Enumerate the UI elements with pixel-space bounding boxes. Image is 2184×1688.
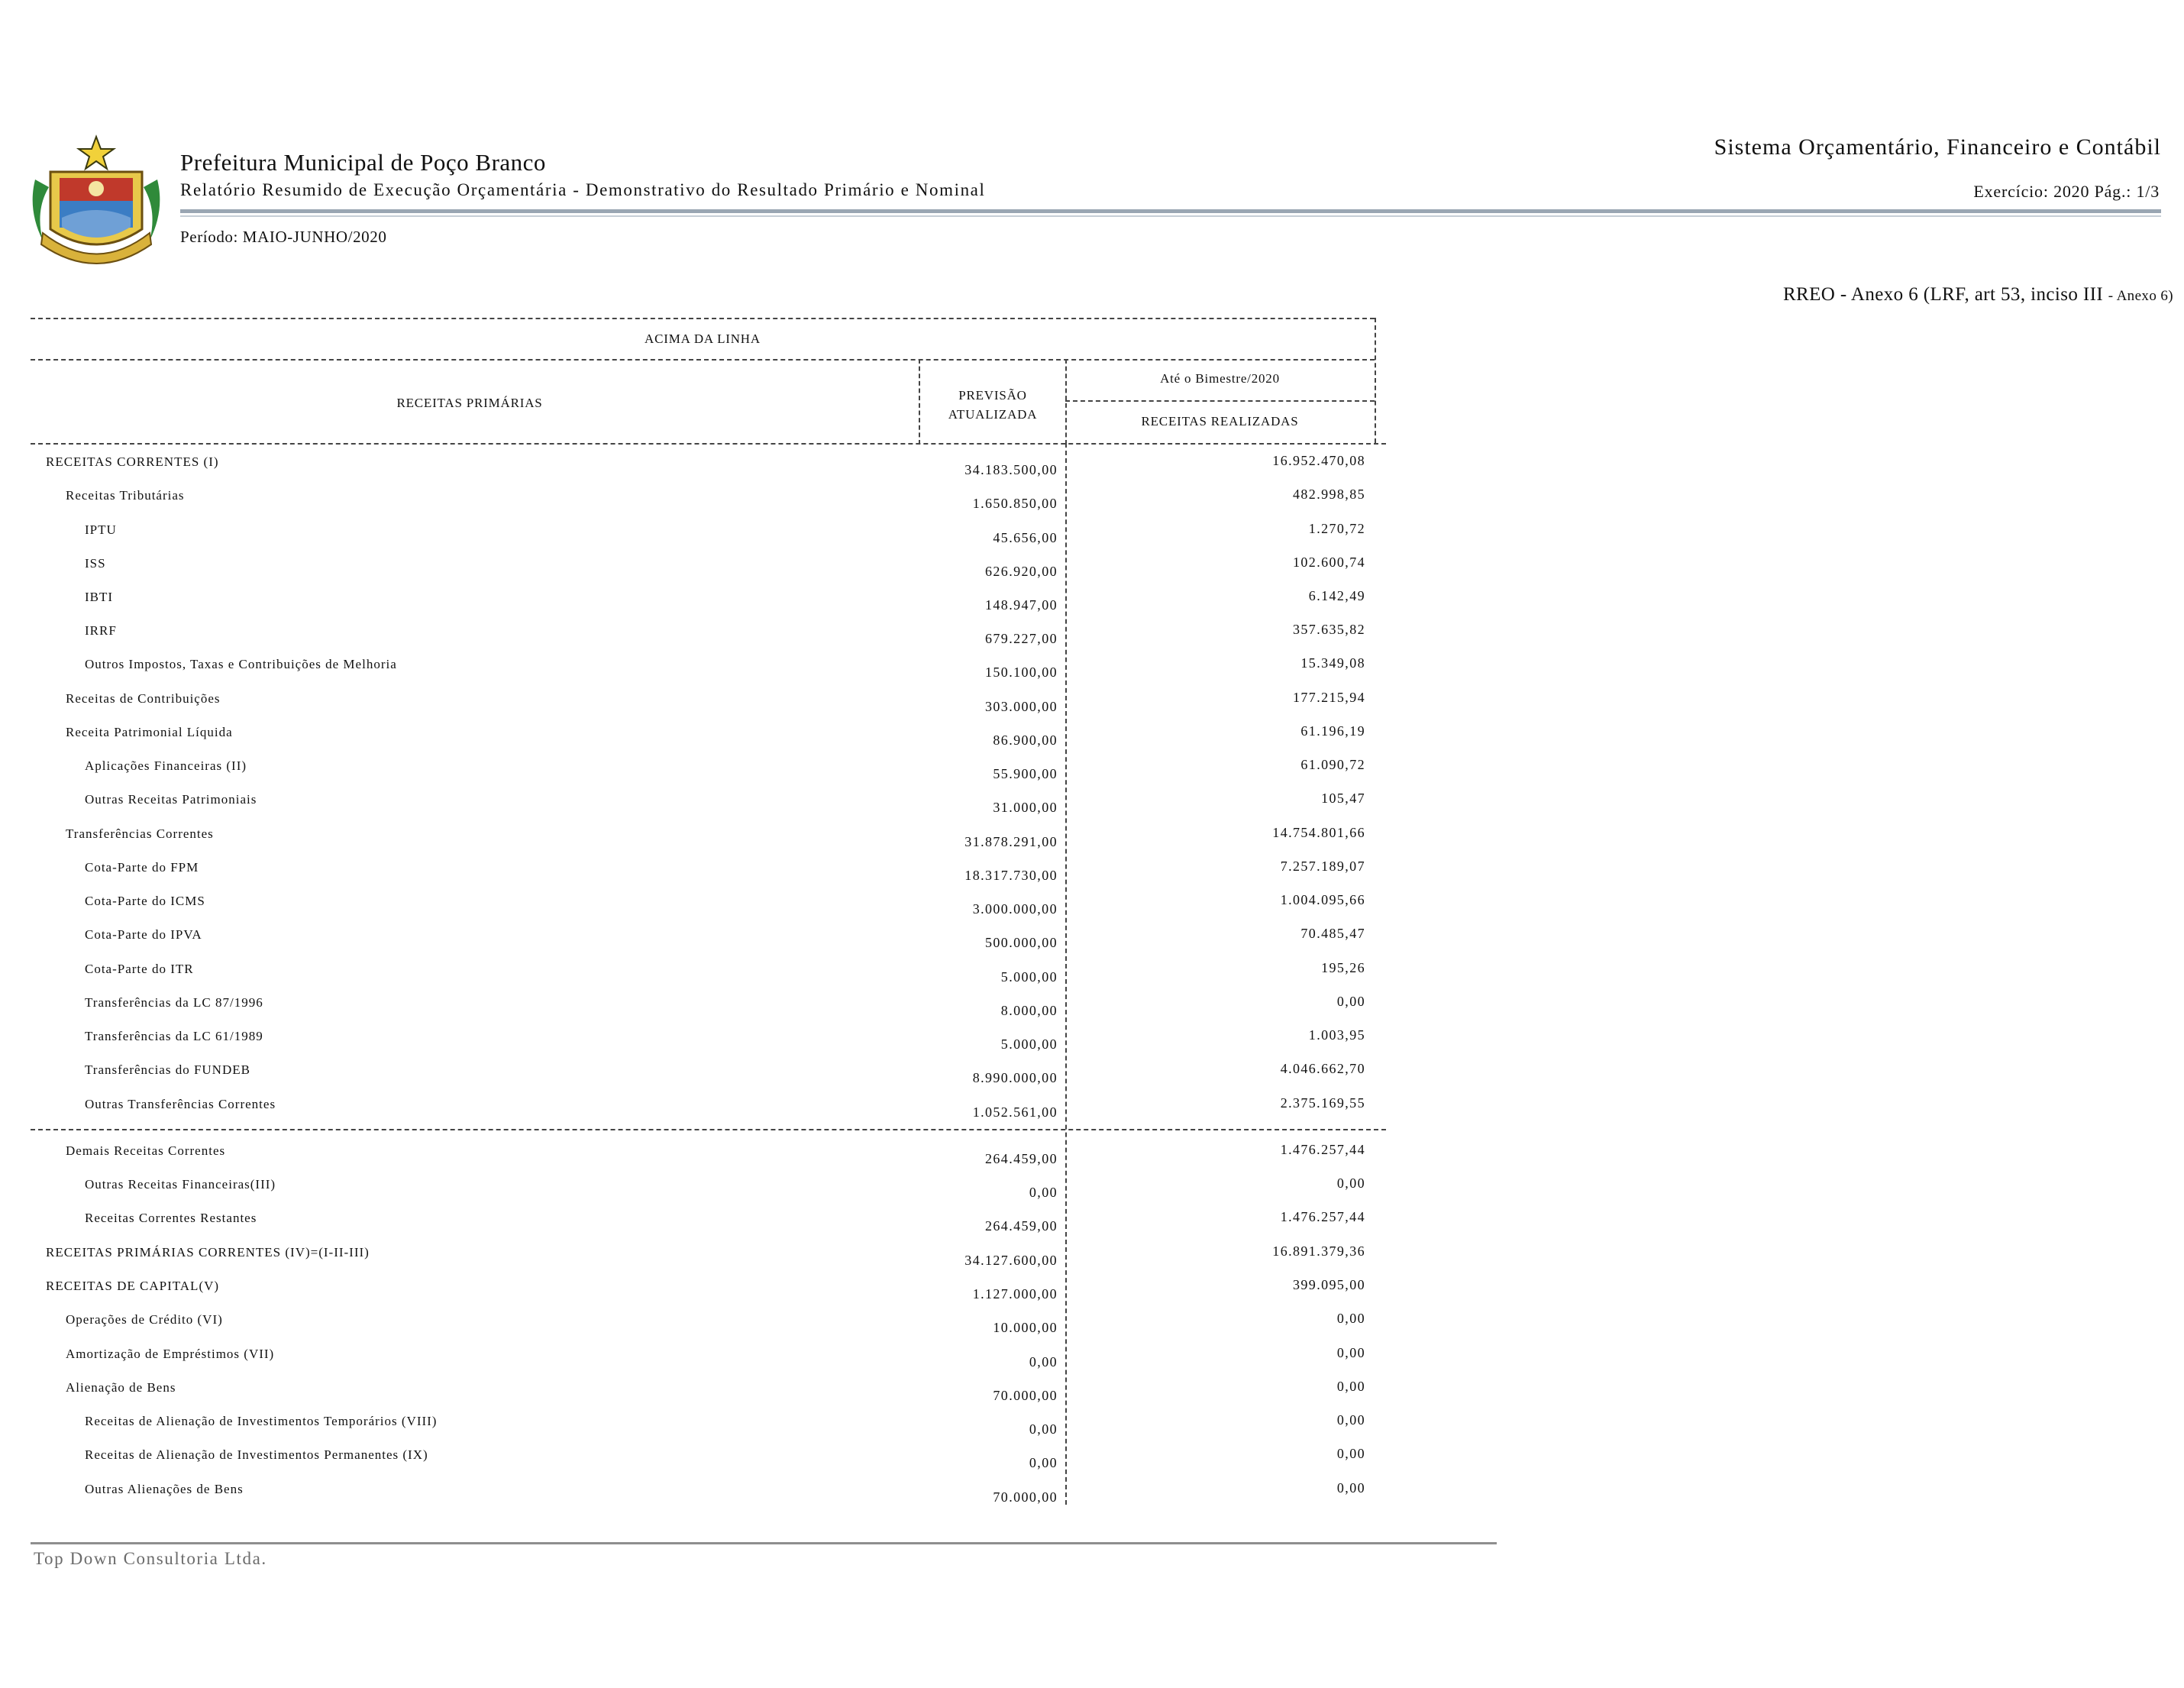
table-row [0,623,1451,657]
table-row [0,1211,1451,1244]
column-header-forecast-line1: PREVISÃO [958,388,1027,403]
row-label: Transferências da LC 87/1996 [85,995,263,1010]
row-realized-value: 6.142,49 [1308,588,1365,603]
row-label: IBTI [85,590,114,604]
row-forecast-value: 45.656,00 [993,530,1058,545]
row-realized-value: 16.891.379,36 [1272,1243,1365,1259]
row-forecast-value: 1.127.000,00 [972,1286,1058,1302]
table-row [0,894,1451,927]
row-label: Receitas de Alienação de Investimentos Temporários (VIII) [85,1414,438,1428]
row-label: RECEITAS PRIMÁRIAS CORRENTES (IV)=(I-II-III) [46,1245,370,1260]
table-row [0,590,1451,623]
report-period: Período: MAIO-JUNHO/2020 [180,228,387,246]
system-name: Sistema Orçamentário, Financeiro e Contábil [1714,134,2161,160]
table-row [0,792,1451,826]
row-forecast-value: 34.183.500,00 [964,462,1058,477]
row-forecast-value: 70.000,00 [993,1489,1058,1505]
table-row [0,1447,1451,1481]
row-realized-value: 357.635,82 [1293,622,1365,637]
organization-name: Prefeitura Municipal de Poço Branco [180,149,546,176]
footer-company: Top Down Consultoria Ltda. [34,1549,267,1568]
row-forecast-value: 10.000,00 [993,1320,1058,1335]
row-realized-value: 1.476.257,44 [1280,1142,1365,1157]
row-realized-value: 0,00 [1336,1175,1365,1191]
row-forecast-value: 31.878.291,00 [964,834,1058,849]
row-label: IPTU [85,522,117,537]
row-realized-value: 0,00 [1336,1412,1365,1428]
row-label: Cota-Parte do ITR [85,962,194,976]
table-right-border [1375,318,1376,443]
row-realized-value: 0,00 [1336,1345,1365,1360]
row-label: Outros Impostos, Taxas e Contribuições de Melhoria [85,657,397,671]
row-forecast-value: 18.317.730,00 [964,868,1058,883]
row-label: Receitas de Alienação de Investimentos Permanentes (IX) [85,1447,428,1462]
table-row [0,657,1451,690]
row-forecast-value: 55.900,00 [993,766,1058,781]
row-label: Receita Patrimonial Líquida [66,725,233,739]
row-realized-value: 1.476.257,44 [1280,1209,1365,1224]
table-row [0,1143,1451,1177]
row-realized-value: 70.485,47 [1300,926,1365,941]
row-forecast-value: 0,00 [1029,1185,1058,1200]
row-realized-value: 399.095,00 [1293,1277,1365,1292]
row-realized-value: 2.375.169,55 [1280,1095,1365,1111]
table-top-rule [31,318,1375,319]
row-forecast-value: 264.459,00 [985,1151,1058,1166]
row-label: Cota-Parte do ICMS [85,894,205,908]
header-bottom-rule [31,443,1386,445]
row-realized-value: 1.003,95 [1308,1027,1365,1043]
row-realized-value: 16.952.470,08 [1272,453,1365,468]
row-realized-value: 61.196,19 [1300,723,1365,739]
column-header-period: Até o Bimestre/2020 [1160,371,1280,386]
row-label: Transferências da LC 61/1989 [85,1029,263,1043]
row-label: Aplicações Financeiras (II) [85,758,247,773]
row-realized-value: 195,26 [1321,960,1365,975]
row-label: Outras Receitas Financeiras(III) [85,1177,276,1192]
row-forecast-value: 148.947,00 [985,597,1058,613]
row-label: Receitas de Contribuições [66,691,221,706]
row-label: Amortização de Empréstimos (VII) [66,1347,275,1361]
table-row [0,1279,1451,1312]
table-row [0,691,1451,725]
row-realized-value: 61.090,72 [1300,757,1365,772]
table-row [0,826,1451,860]
row-forecast-value: 5.000,00 [1000,1036,1058,1052]
row-label: Transferências Correntes [66,826,214,841]
row-forecast-value: 34.127.600,00 [964,1253,1058,1268]
row-forecast-value: 86.900,00 [993,732,1058,748]
row-label: Outras Alienações de Bens [85,1482,244,1496]
table-row [0,1380,1451,1414]
table-row [0,1312,1451,1346]
period-subheader-rule [1065,400,1375,402]
row-label: Transferências do FUNDEB [85,1062,250,1077]
row-forecast-value: 0,00 [1029,1354,1058,1369]
row-forecast-value: 679.227,00 [985,631,1058,646]
row-realized-value: 7.257.189,07 [1280,859,1365,874]
table-row [0,758,1451,792]
row-forecast-value: 5.000,00 [1000,969,1058,985]
row-realized-value: 105,47 [1321,791,1365,806]
row-forecast-value: 264.459,00 [985,1218,1058,1234]
row-label: RECEITAS DE CAPITAL(V) [46,1279,220,1293]
row-forecast-value: 500.000,00 [985,935,1058,950]
annex-reference-main: RREO - Anexo 6 (LRF, art 53, inciso III [1782,284,2104,305]
row-realized-value: 14.754.801,66 [1272,825,1365,840]
section-title: ACIMA DA LINHA [645,331,761,346]
row-label: Cota-Parte do FPM [85,860,199,875]
table-row [0,1245,1451,1279]
row-realized-value: 177.215,94 [1293,690,1365,705]
row-label: Cota-Parte do IPVA [85,927,202,942]
column-header-label: RECEITAS PRIMÁRIAS [396,396,543,410]
row-forecast-value: 8.000,00 [1000,1003,1058,1018]
table-row [0,962,1451,995]
row-realized-value: 1.004.095,66 [1280,892,1365,907]
row-realized-value: 0,00 [1336,1311,1365,1326]
row-label: RECEITAS CORRENTES (I) [46,454,219,469]
footer-divider [31,1542,1497,1544]
row-realized-value: 0,00 [1336,1379,1365,1394]
table-row [0,522,1451,556]
row-forecast-value: 3.000.000,00 [972,901,1058,917]
table-row [0,1062,1451,1096]
table-row [0,556,1451,590]
row-label: Demais Receitas Correntes [66,1143,226,1158]
row-label: Receitas Correntes Restantes [85,1211,257,1225]
row-label: Alienação de Bens [66,1380,176,1395]
row-forecast-value: 150.100,00 [985,665,1058,680]
row-realized-value: 1.270,72 [1308,521,1365,536]
row-forecast-value: 1.052.561,00 [972,1104,1058,1120]
row-realized-value: 102.600,74 [1293,555,1365,570]
table-row [0,860,1451,894]
row-label: Outras Receitas Patrimoniais [85,792,257,807]
table-row [0,1177,1451,1211]
table-row [0,1414,1451,1447]
row-label: Operações de Crédito (VI) [66,1312,223,1327]
report-title: Relatório Resumido de Execução Orçamentária - Demonstrativo do Resultado Primário e Nominal [180,180,986,199]
exercise-page-info: Exercício: 2020 Pág.: 1/3 [1973,182,2160,201]
table-row [0,1347,1451,1380]
row-label: Receitas Tributárias [66,488,185,503]
row-label: ISS [85,556,106,571]
row-realized-value: 0,00 [1336,1480,1365,1496]
row-forecast-value: 70.000,00 [993,1388,1058,1403]
table-row [0,995,1451,1029]
row-forecast-value: 31.000,00 [993,800,1058,815]
row-realized-value: 4.046.662,70 [1280,1061,1365,1076]
table-row [0,927,1451,961]
table-row [0,1482,1451,1515]
table-row [0,725,1451,758]
column-header-forecast-line2: ATUALIZADA [948,407,1038,422]
row-label: Outras Transferências Correntes [85,1097,276,1111]
table-row [0,1029,1451,1062]
row-label: IRRF [85,623,117,638]
row-realized-value: 0,00 [1336,994,1365,1009]
table-row [0,488,1451,522]
row-realized-value: 0,00 [1336,1446,1365,1461]
row-forecast-value: 0,00 [1029,1421,1058,1437]
column-header-realized: RECEITAS REALIZADAS [1141,414,1299,428]
row-forecast-value: 303.000,00 [985,699,1058,714]
row-realized-value: 15.349,08 [1300,655,1365,671]
table-row [0,1097,1451,1130]
section-rule [31,359,1375,361]
row-forecast-value: 626.920,00 [985,564,1058,579]
annex-reference-suffix: - Anexo 6) [2108,288,2173,304]
row-forecast-value: 0,00 [1029,1455,1058,1470]
row-forecast-value: 8.990.000,00 [972,1070,1058,1085]
table-row [0,454,1451,488]
row-forecast-value: 1.650.850,00 [972,496,1058,511]
row-realized-value: 482.998,85 [1293,487,1365,502]
